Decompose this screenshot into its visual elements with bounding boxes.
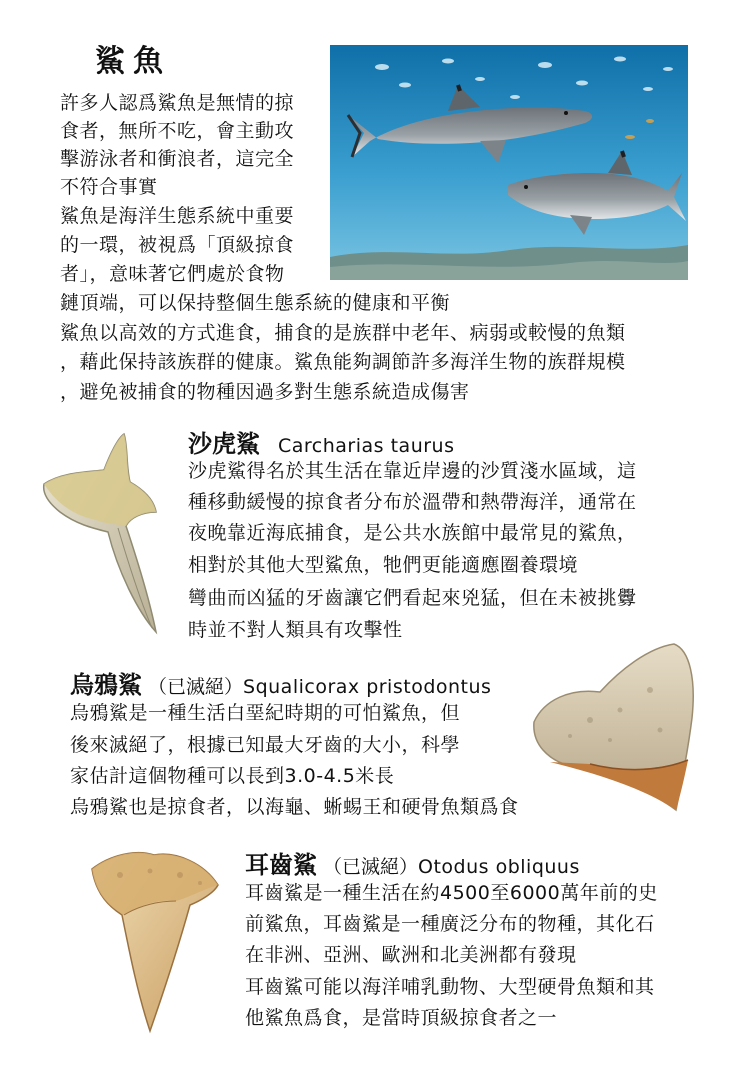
- section-line: 前鯊魚，耳齒鯊是一種廣泛分布的物種，其化石: [245, 913, 655, 935]
- intro-line: 不符合事實: [60, 176, 158, 198]
- section-heading-otodus: [245, 845, 580, 880]
- section-line: 相對於其他大型鯊魚，牠們更能適應圈養環境: [188, 554, 579, 576]
- section-line: 彎曲而凶猛的牙齒讓它們看起來兇猛，但在未被挑釁: [188, 587, 637, 609]
- intro-line: 鯊魚以高效的方式進食，捕食的是族群中老年、病弱或較慢的魚類: [60, 322, 626, 344]
- scientific-name: Carcharias taurus: [278, 435, 455, 457]
- scientific-name: Squalicorax pristodontus: [243, 676, 492, 698]
- intro-line: 擊游泳者和衝浪者，這完全: [60, 148, 295, 170]
- section-line: 後來滅絕了，根據已知最大牙齒的大小，科學: [70, 734, 461, 756]
- section-name: 耳齒鯊: [245, 851, 317, 879]
- section-note: （已滅絕）: [148, 676, 244, 698]
- intro-line: 鏈頂端，可以保持整個生態系統的健康和平衡: [60, 292, 451, 314]
- section-line: 烏鴉鯊是一種生活白堊紀時期的可怕鯊魚，但: [70, 702, 461, 724]
- intro-line: ，藉此保持該族群的健康。鯊魚能夠調節許多海洋生物的族群規模: [60, 351, 626, 373]
- section-name: 烏鴉鯊: [70, 671, 142, 699]
- section-heading-squalicorax: [70, 665, 491, 700]
- intro-line: 許多人認爲鯊魚是無情的掠: [60, 92, 295, 114]
- section-heading-sand-tiger: [188, 424, 455, 459]
- intro-line: 者」，意味著它們處於食物: [60, 263, 285, 285]
- section-line: 烏鴉鯊也是掠食者，以海龜、蜥蜴王和硬骨魚類爲食: [70, 796, 519, 818]
- otodus-tooth-image: [80, 845, 230, 1035]
- section-line: 家估計這個物種可以長到3.0-4.5米長: [70, 765, 395, 787]
- section-line: 耳齒鯊可能以海洋哺乳動物、大型硬骨魚類和其: [245, 976, 655, 998]
- section-note: （已滅絕）: [323, 856, 419, 878]
- section-line: 沙虎鯊得名於其生活在靠近岸邊的沙質淺水區域，這: [188, 460, 637, 482]
- section-name: 沙虎鯊: [188, 430, 260, 458]
- section-line: 他鯊魚爲食，是當時頂級掠食者之一: [245, 1007, 558, 1029]
- sand-tiger-tooth-image: [38, 432, 168, 638]
- page-title: 鯊魚: [95, 44, 171, 79]
- scientific-name: Otodus obliquus: [418, 856, 580, 878]
- intro-line: 的一環，被視爲「頂級掠食: [60, 234, 295, 256]
- section-line: 夜晚靠近海底捕食，是公共水族館中最常見的鯊魚，: [188, 522, 637, 544]
- intro-line: 鯊魚是海洋生態系統中重要: [60, 205, 295, 227]
- squalicorax-tooth-image: [530, 640, 698, 816]
- section-line: 耳齒鯊是一種生活在約4500至6000萬年前的史: [245, 882, 658, 904]
- intro-line: 食者，無所不吃，會主動攻: [60, 120, 295, 142]
- intro-line: ，避免被捕食的物種因過多對生態系統造成傷害: [60, 381, 470, 403]
- section-line: 在非洲、亞洲、歐洲和北美洲都有發現: [245, 944, 577, 966]
- shark-photo: [330, 45, 688, 280]
- section-line: 時並不對人類具有攻擊性: [188, 619, 403, 641]
- section-line: 種移動緩慢的掠食者分布於溫帶和熱帶海洋，通常在: [188, 491, 637, 513]
